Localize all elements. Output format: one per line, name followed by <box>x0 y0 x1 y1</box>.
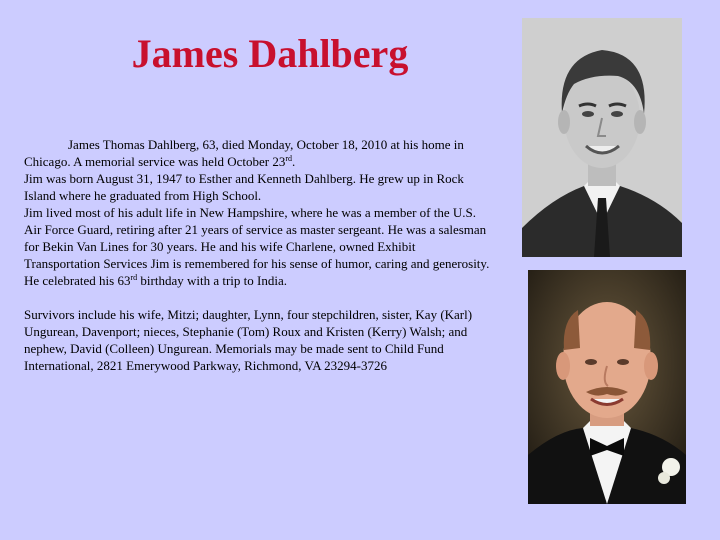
adult-portrait-photo <box>528 270 686 504</box>
obituary-born: Jim was born August 31, 1947 to Esther and Kenneth Dahlberg. He grew up in Rock Island where he graduated from High School. <box>24 171 464 203</box>
obituary-survivors: Survivors include his wife, Mitzi; daughter, Lynn, four stepchildren, sister, Kay (Karl) Ungurean, Davenport; nieces, Stephanie (Tom) Roux and Kristen (Kerry) Walsh; and nephew, David (Colleen) Ungurean. Memorials may be made sent to Child Fund International, 2821 Emerywood Parkway, Richmond, VA 23294-3726 <box>24 307 473 373</box>
obituary-text <box>24 136 492 374</box>
paragraph-gap <box>24 289 492 306</box>
young-portrait-photo <box>522 18 682 257</box>
obituary-intro: James Thomas Dahlberg, 63, died Monday, October 18, 2010 at his home in Chicago. A memorial service was held October 23rd. <box>24 137 464 169</box>
obituary-life: Jim lived most of his adult life in New Hampshire, where he was a member of the U.S. Air Force Guard, retiring after 21 years of service as master sergeant. He was a salesman for Bekin Van Lines for 30 years. He and his wife Charlene, owned Exhibit Transportation Services Jim is remembered for his sense of humor, caring and generosity. He celebrated his 63rd birthday with a trip to India. <box>24 205 490 288</box>
page-title: James Dahlberg <box>131 31 409 76</box>
